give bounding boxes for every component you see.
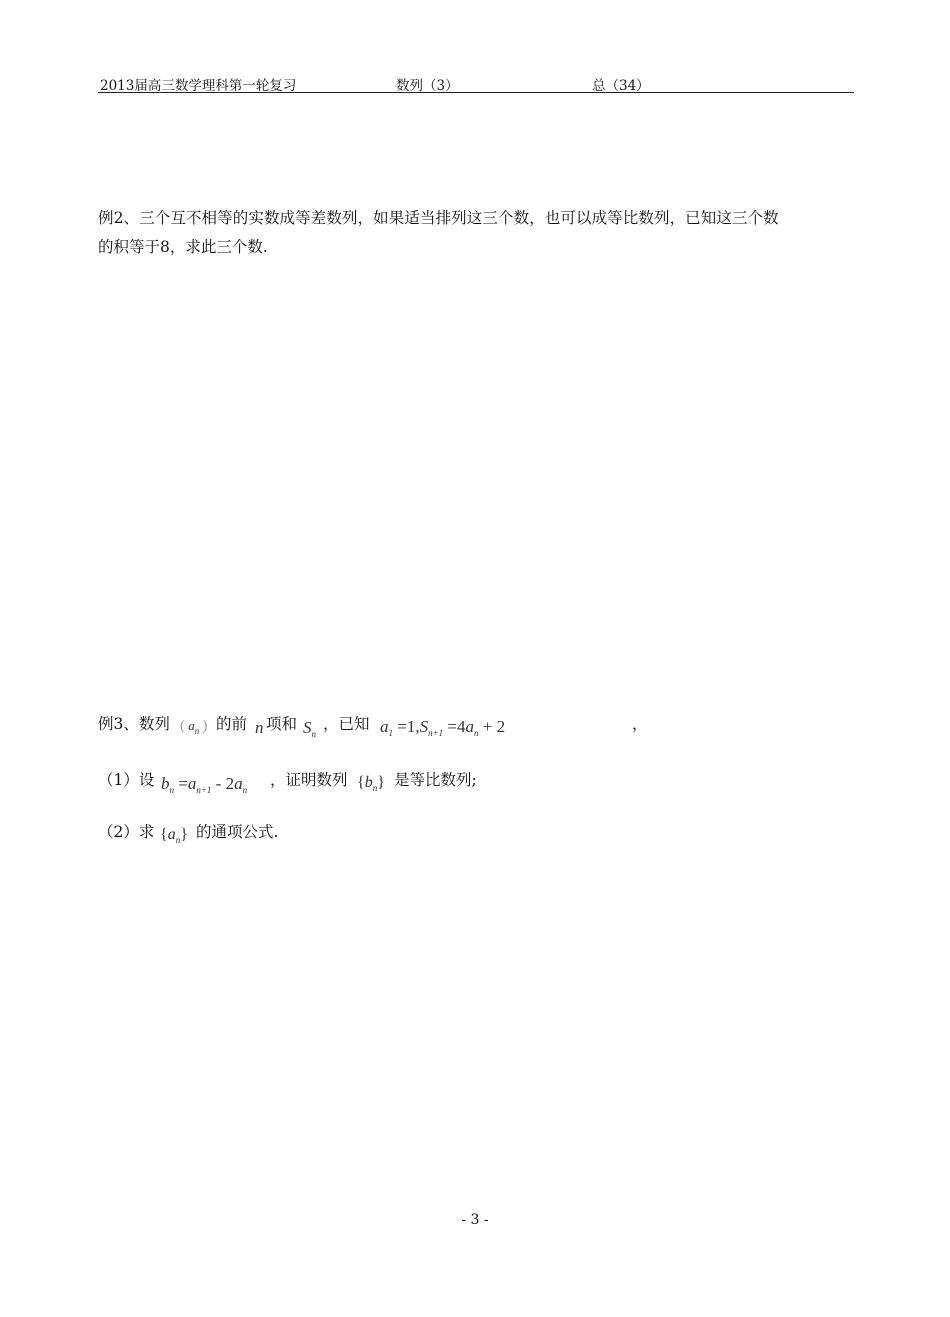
header-total-number: 总（34） (592, 78, 650, 94)
page-number: - 3 - (461, 1212, 489, 1228)
part1-prefix: （1）设 (98, 771, 155, 789)
sequence-a-braces: $\{a_n\}$ (160, 826, 188, 845)
sequence-a-symbol: ( $a_n$ ) (180, 718, 208, 736)
part2-prefix: （2）求 (98, 823, 155, 841)
sequence-b-symbol: $\{b_n\}$ (357, 774, 385, 793)
given-formula: $a_1 =1,S_{n+1} =4a_n + 2$ (380, 717, 506, 738)
text-before-n: 的前 (216, 715, 248, 733)
part1-end-text: 是等比数列; (394, 771, 477, 789)
n-symbol: n (255, 718, 264, 737)
intro-end: ， (632, 715, 648, 733)
example2-line1: 例2、三个互不相等的实数成等差数列，如果适当排列这三个数，也可以成等比数列，已知这三个数 (98, 209, 779, 227)
header-topic: 数列（3） (396, 78, 459, 94)
sum-s-symbol: $S_n$ (303, 718, 316, 739)
example3-prefix: 例3、数列 (98, 715, 170, 733)
part2-end-text: 的通项公式. (196, 823, 279, 841)
part1-formula: $b_n =a_{n+1} - 2a_n$ (161, 774, 248, 795)
example3-part2 (98, 820, 398, 860)
example3-intro (98, 712, 858, 752)
page-header (98, 72, 854, 93)
text-after-n: 项和 (266, 715, 298, 733)
example2-line2: 的积等于8，求此三个数. (98, 238, 268, 256)
example3-part1 (98, 768, 598, 808)
part1-prove-text: ，证明数列 (270, 771, 348, 789)
text-known: ，已知 (323, 715, 370, 733)
header-course-title: 2013届高三数学理科第一轮复习 (100, 78, 297, 94)
